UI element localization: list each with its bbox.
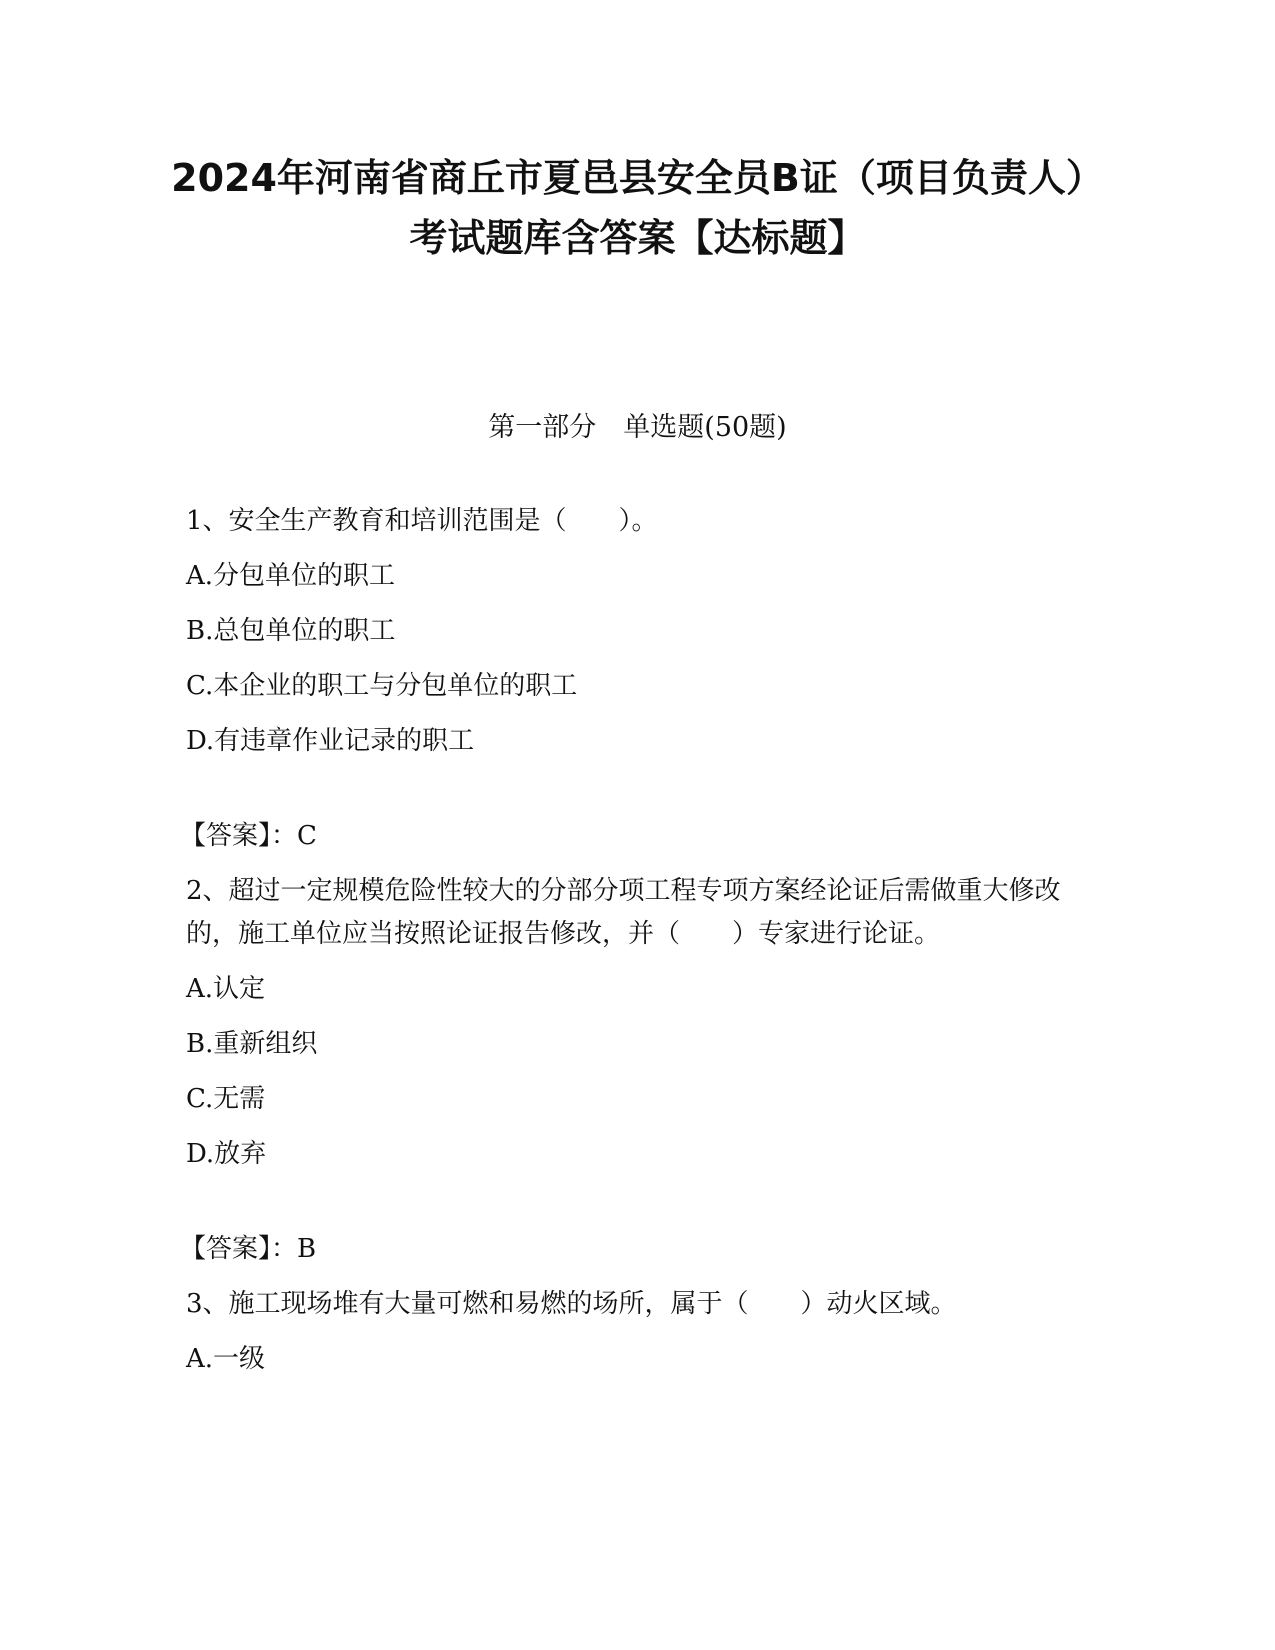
- option-a: A.认定: [186, 974, 266, 1004]
- question-stem: 1、安全生产教育和培训范围是（ ）。: [186, 506, 658, 536]
- question-3: [186, 1283, 1076, 1393]
- option-a: A.一级: [186, 1344, 266, 1374]
- question-list: [180, 500, 1076, 1393]
- option-d: D.放弃: [186, 1139, 267, 1169]
- answer-line: 【答案】：C: [180, 821, 317, 851]
- question-stem: 2、超过一定规模危险性较大的分部分项工程专项方案经论证后需做重大修改的，施工单位应当按照论证报告修改，并（ ）专家进行论证。: [186, 876, 1061, 949]
- option-d: D.有违章作业记录的职工: [186, 726, 475, 756]
- document-title: 2024年河南省商丘市夏邑县安全员B证（项目负责人）考试题库含答案【达标题】: [171, 156, 1104, 260]
- option-c: C.本企业的职工与分包单位的职工: [186, 671, 578, 701]
- question-1: [180, 500, 1076, 858]
- question-2: [180, 870, 1076, 1271]
- option-b: B.重新组织: [186, 1029, 318, 1059]
- section-heading: 第一部分 单选题(50题): [488, 412, 787, 443]
- option-b: B.总包单位的职工: [186, 616, 396, 646]
- answer-line: 【答案】：B: [180, 1234, 317, 1264]
- option-a: A.分包单位的职工: [186, 561, 396, 591]
- option-c: C.无需: [186, 1084, 266, 1114]
- question-stem: 3、施工现场堆有大量可燃和易燃的场所，属于（ ）动火区域。: [186, 1289, 957, 1319]
